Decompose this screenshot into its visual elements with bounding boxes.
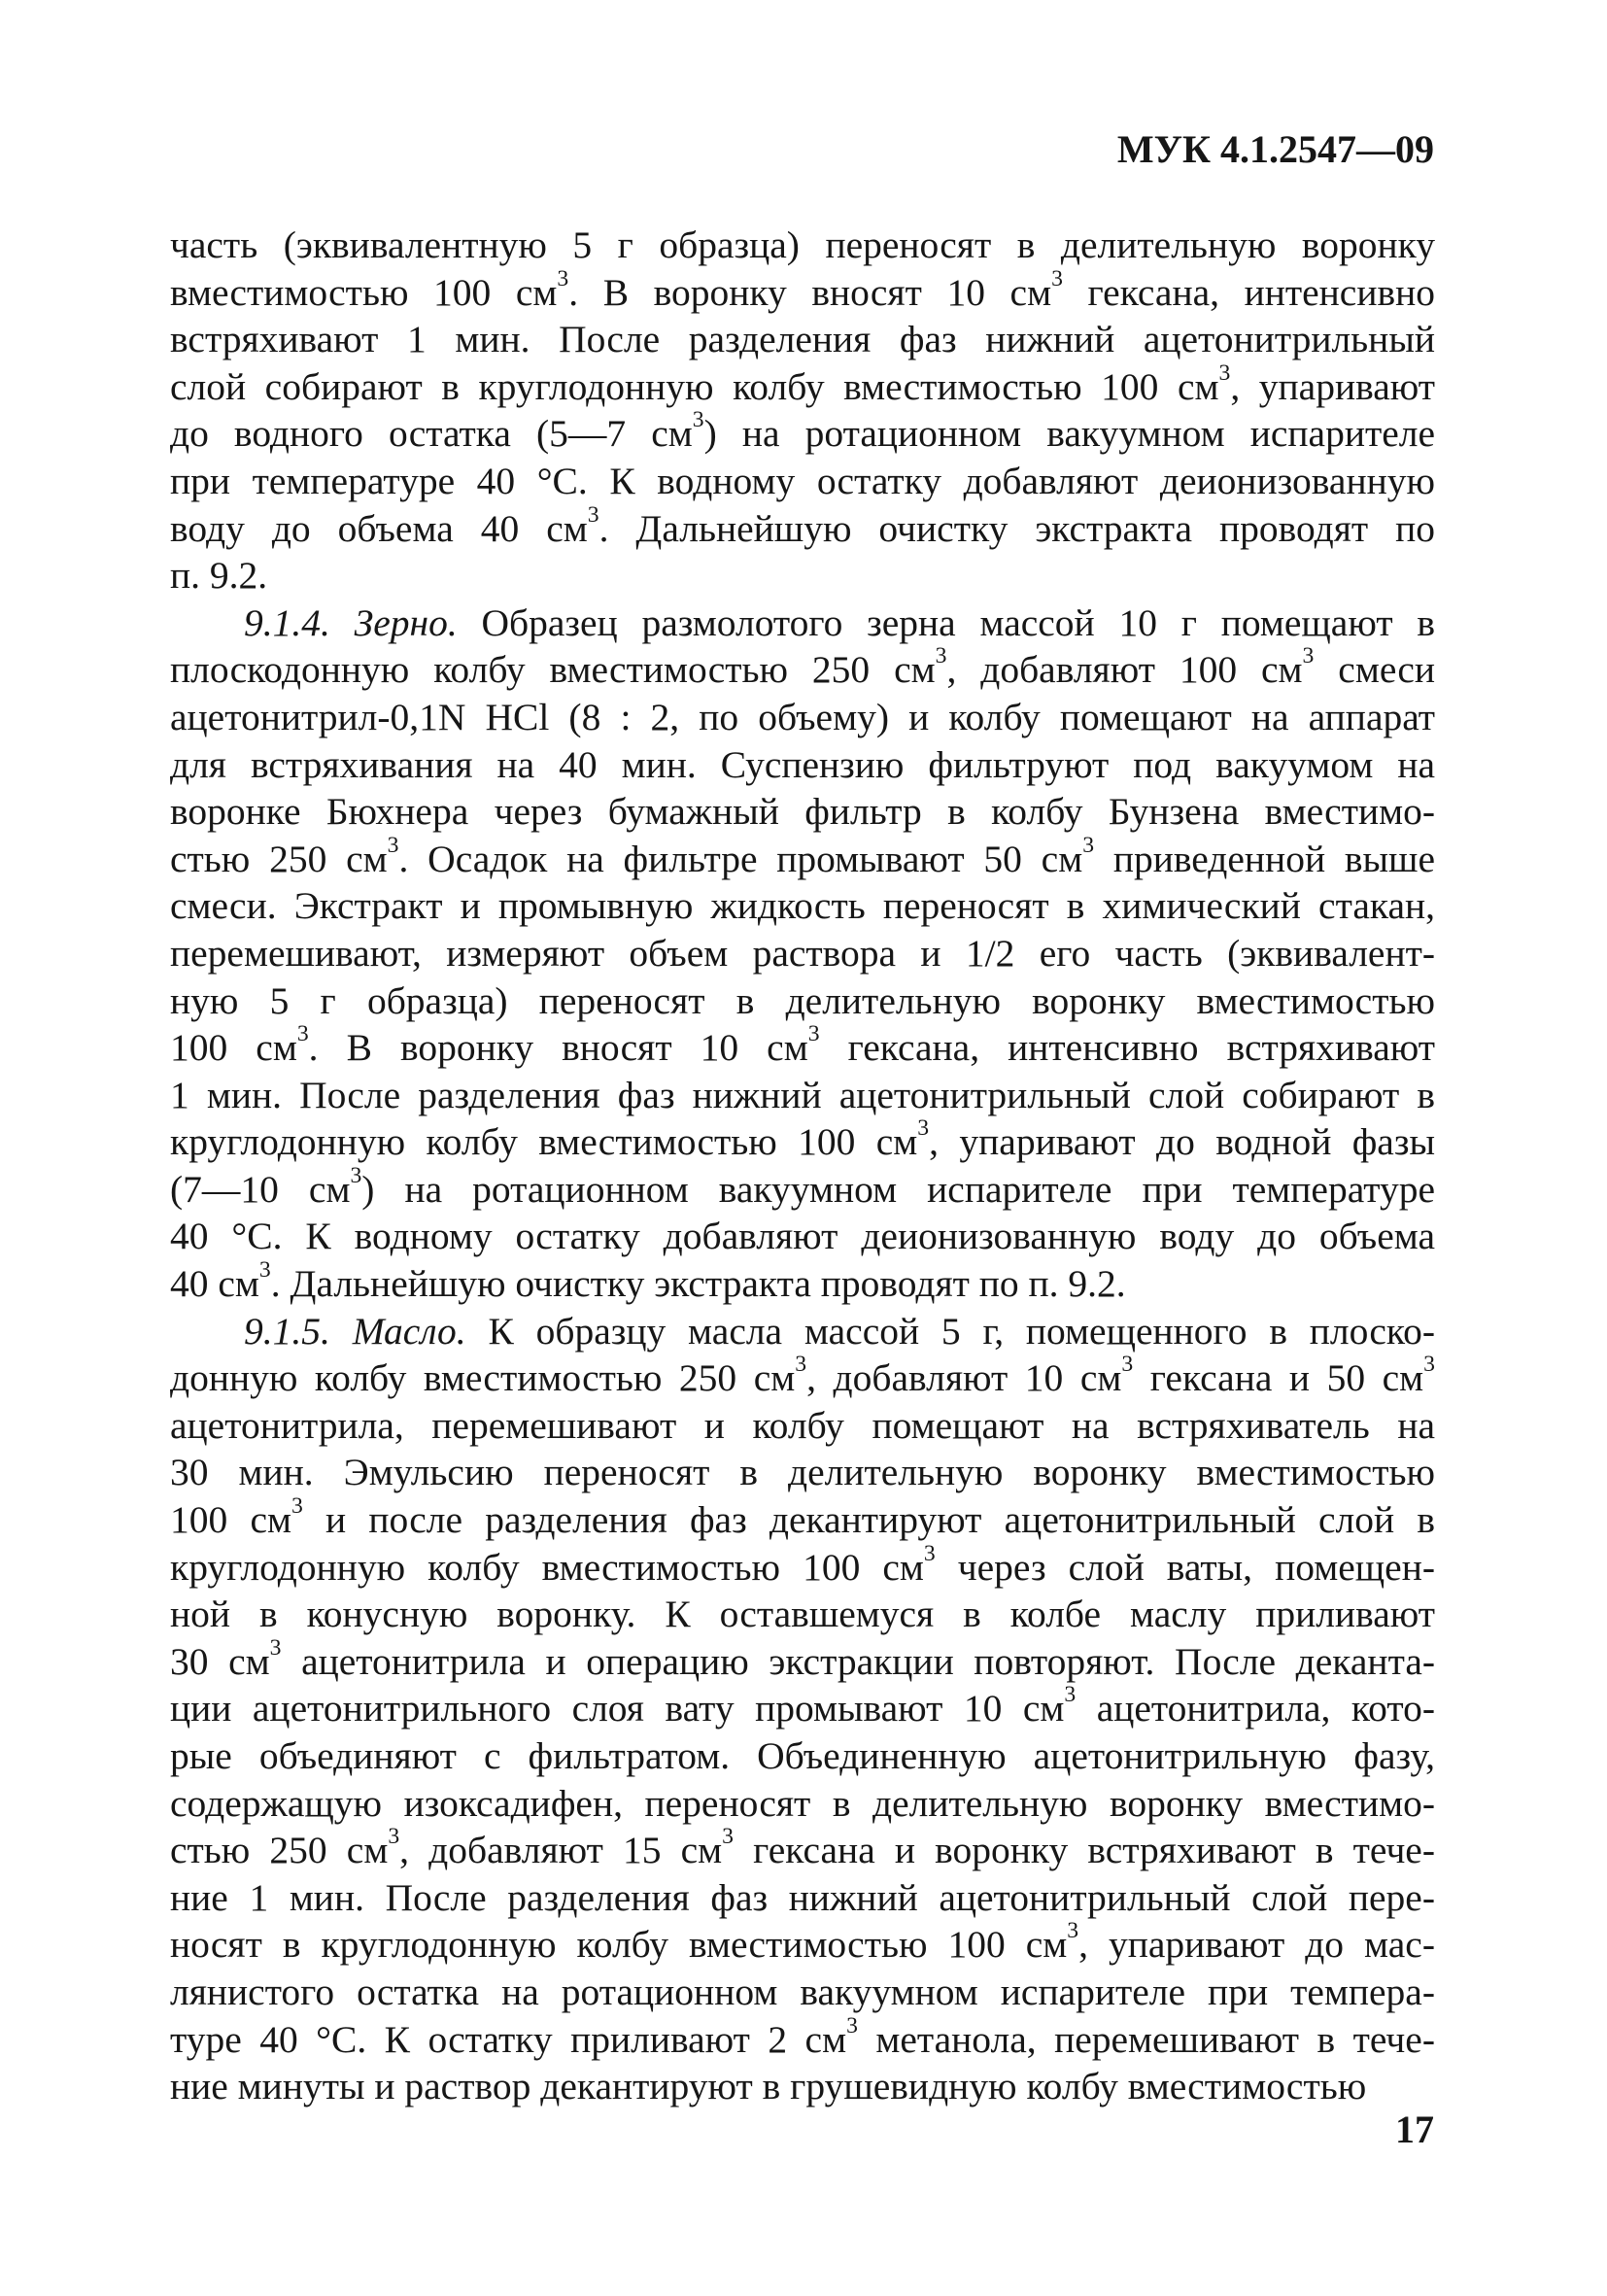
superscript: 3 xyxy=(1218,360,1231,386)
text-line: воронке Бюхнера через бумажный фильтр в колбу Бунзена вместимо- xyxy=(170,790,1435,834)
superscript: 3 xyxy=(291,1492,303,1519)
superscript: 3 xyxy=(387,832,399,858)
text-line: стью 250 $см^3$. Осадок на фильтре промывают 50 $см^3$ приведенной выше xyxy=(170,832,1435,880)
superscript: 3 xyxy=(923,1540,936,1566)
superscript: 3 xyxy=(1051,265,1063,291)
section-title: Масло. xyxy=(352,1309,466,1353)
superscript: 3 xyxy=(388,1824,400,1850)
superscript: 3 xyxy=(1082,832,1095,858)
superscript: 3 xyxy=(258,1256,271,1283)
superscript: 3 xyxy=(557,265,569,291)
text-line: слой собирают в круглодонную колбу вместимостью 100 $см^3$, упаривают xyxy=(170,360,1435,408)
superscript: 3 xyxy=(935,643,947,669)
text-line: лянистого остатка на ротационном вакуумном испарителе при темпера- xyxy=(170,1970,1435,2013)
text-line: 9.1.4. Зерно. Образец размолотого зерна массой 10 г помещают в xyxy=(244,600,1435,644)
superscript: 3 xyxy=(917,1115,930,1142)
superscript: 3 xyxy=(1064,1682,1077,1708)
text-line: ние минуты и раствор декантируют в грушевидную колбу вместимостью xyxy=(170,2065,1367,2108)
superscript: 3 xyxy=(350,1162,362,1188)
text-line: (7—10 $см^3$) на ротационном вакуумном испарителе при температуре xyxy=(170,1162,1435,1211)
superscript: 3 xyxy=(1067,1918,1079,1944)
text-line: 40 °С. К водному остатку добавляют деионизованную воду до объема xyxy=(170,1215,1435,1258)
text-line: часть (эквивалентную 5 г образца) переносят в делительную воронку xyxy=(170,223,1435,266)
text-line: 100 $см^3$. В воронку вносят 10 $см^3$ гексана, интенсивно встряхивают xyxy=(170,1020,1435,1070)
text-line: 100 $см^3$ и после разделения фаз декантируют ацетонитрильный слой в xyxy=(170,1492,1435,1542)
text-line: вместимостью 100 $см^3$. В воронку вносят 10 $см^3$ гексана, интенсивно xyxy=(170,265,1436,314)
text-line: ацетонитрил-0,1N HCl (8 : 2, по объему) и колбу помещают на аппарат xyxy=(170,695,1435,738)
text-line: 1 мин. После разделения фаз нижний ацетонитрильный слой собирают в xyxy=(170,1073,1435,1116)
text-line: п. 9.2. xyxy=(170,554,268,598)
text-line: ацетонитрила, перемешивают и колбу помещают на встряхиватель на xyxy=(170,1403,1435,1447)
text-line: круглодонную колбу вместимостью 100 $см^3$, упаривают до водной фазы xyxy=(170,1115,1435,1164)
running-head: МУК 4.1.2547—09 xyxy=(1116,127,1434,171)
text-line: донную колбу вместимостью 250 $см^3$, добавляют 10 $см^3$ гексана и 50 $см^3$ xyxy=(170,1352,1435,1400)
text-line: смеси. Экстракт и промывную жидкость переносят в химический стакан, xyxy=(170,884,1435,928)
superscript: 3 xyxy=(1121,1352,1134,1378)
body-text xyxy=(170,222,1435,2110)
section-number: 9.1.5. xyxy=(244,1309,353,1353)
superscript: 3 xyxy=(1302,643,1315,669)
text-line: носят в круглодонную колбу вместимостью 100 $см^3$, упаривают до мас- xyxy=(170,1918,1435,1967)
text-line: 40 $см^3$. Дальнейшую очистку экстракта проводят по п. 9.2. xyxy=(170,1256,1126,1306)
text-line: 30 мин. Эмульсию переносят в делительную воронку вместимостью xyxy=(170,1451,1435,1494)
superscript: 3 xyxy=(722,1824,734,1850)
superscript: 3 xyxy=(846,2012,858,2039)
superscript: 3 xyxy=(692,407,704,433)
text-line: стью 250 $см^3$, добавляют 15 $см^3$ гексана и воронку встряхивают в тече- xyxy=(170,1824,1435,1872)
text-line: плоскодонную колбу вместимостью 250 $см^3$, добавляют 100 $см^3$ смеси xyxy=(170,643,1436,692)
section-number: 9.1.4. xyxy=(244,600,355,644)
text-line: ную 5 г образца) переносят в делительную воронку вместимостью xyxy=(170,978,1435,1022)
superscript: 3 xyxy=(1423,1352,1435,1378)
text-line: круглодонную колбу вместимостью 100 $см^3$ через слой ваты, помещен- xyxy=(170,1540,1435,1589)
text-line: до водного остатка (5—7 $см^3$) на ротационном вакуумном испарителе xyxy=(170,407,1435,456)
text-line: 9.1.5. Масло. К образцу масла массой 5 г, помещенного в плоско- xyxy=(244,1309,1435,1353)
text-line: воду до объема 40 $см^3$. Дальнейшую очистку экстракта проводят по xyxy=(170,501,1435,550)
text-line: рые объединяют с фильтратом. Объединенную ацетонитрильную фазу, xyxy=(170,1734,1435,1777)
section-title: Зерно. xyxy=(354,600,458,644)
page-number: 17 xyxy=(1395,2108,1434,2151)
text-line: для встряхивания на 40 мин. Суспензию фильтруют под вакуумом на xyxy=(170,742,1435,786)
text-line: ции ацетонитрильного слоя вату промывают 10 $см^3$ ацетонитрила, кото- xyxy=(170,1682,1435,1731)
superscript: 3 xyxy=(296,1020,309,1046)
text-line: туре 40 °С. К остатку приливают 2 $см^3$ метанола, перемешивают в тече- xyxy=(170,2012,1435,2061)
text-line: встряхивают 1 мин. После разделения фаз нижний ацетонитрильный xyxy=(170,318,1435,361)
superscript: 3 xyxy=(587,501,599,528)
text-line: ной в конусную воронку. К оставшемуся в колбе маслу приливают xyxy=(170,1593,1435,1636)
text-line: при температуре 40 °С. К водному остатку добавляют деионизованную xyxy=(170,459,1435,502)
text-line: содержащую изоксадифен, переносят в делительную воронку вместимо- xyxy=(170,1781,1435,1825)
superscript: 3 xyxy=(269,1634,282,1661)
superscript: 3 xyxy=(795,1352,807,1378)
text-line: ние 1 мин. После разделения фаз нижний ацетонитрильный слой пере- xyxy=(170,1875,1435,1919)
text-line: перемешивают, измеряют объем раствора и 1/2 его часть (эквивалент- xyxy=(170,931,1435,975)
text-line: 30 $см^3$ ацетонитрила и операцию экстракции повторяют. После деканта- xyxy=(170,1634,1436,1683)
superscript: 3 xyxy=(807,1020,820,1046)
